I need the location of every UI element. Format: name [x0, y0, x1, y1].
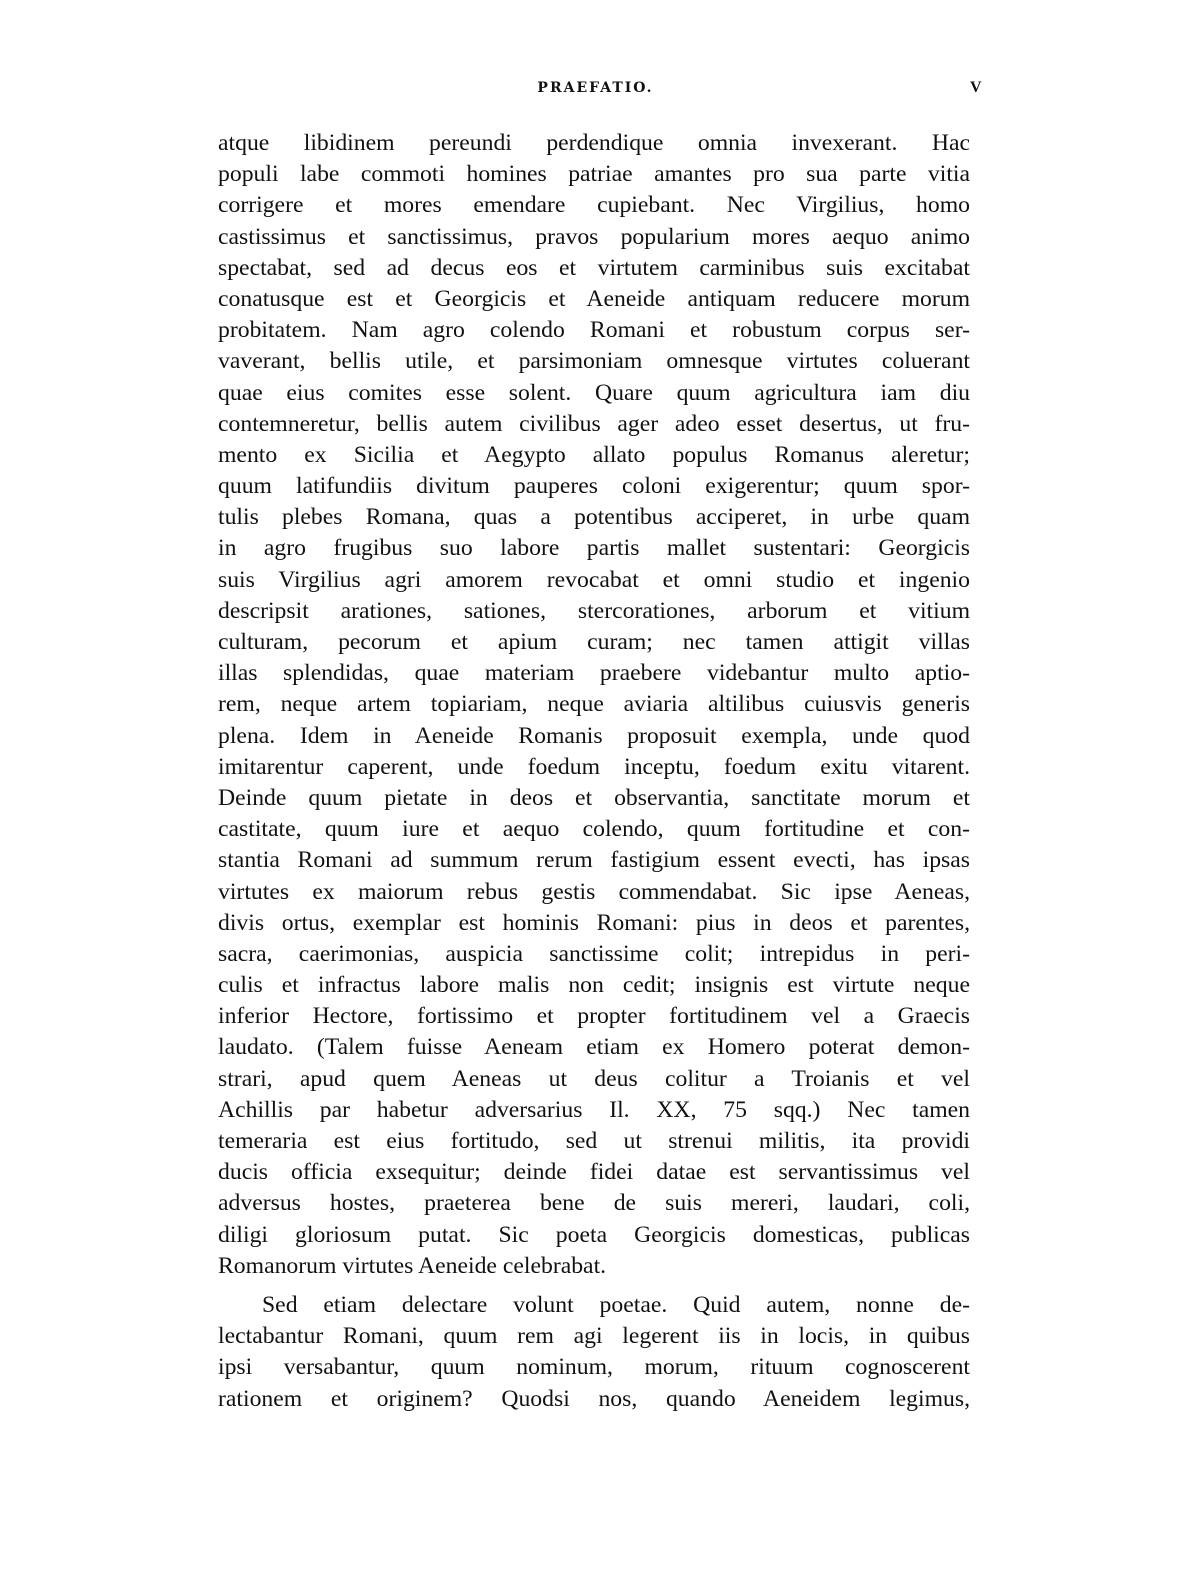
- text-line: virtutes ex maiorum rebus gestis commendabat. Sic ipse Aeneas,: [218, 878, 970, 905]
- body-text: [218, 128, 970, 1415]
- text-line: illas splendidas, quae materiam praebere videbantur multo aptio-: [218, 660, 970, 687]
- text-line: rem, neque artem topiariam, neque aviaria altilibus cuiusvis generis: [218, 691, 970, 718]
- text-line: conatusque est et Georgicis et Aeneide antiquam reducere morum: [218, 285, 970, 312]
- running-header: [0, 76, 1191, 100]
- paragraph-gap: [218, 1282, 970, 1290]
- text-line: descripsit arationes, sationes, stercorationes, arborum et vitium: [218, 597, 970, 624]
- text-line: atque libidinem pereundi perdendique omnia invexerant. Hac: [218, 130, 970, 156]
- text-line: Sed etiam delectare volunt poetae. Quid autem, nonne de-: [262, 1291, 970, 1318]
- text-line: culturam, pecorum et apium curam; nec tamen attigit villas: [218, 629, 970, 655]
- text-line: suis Virgilius agri amorem revocabat et omni studio et ingenio: [218, 566, 970, 593]
- text-line: culis et infractus labore malis non cedit; insignis est virtute neque: [218, 972, 970, 999]
- text-line: tulis plebes Romana, quas a potentibus acciperet, in urbe quam: [218, 504, 970, 531]
- text-line: in agro frugibus suo labore partis mallet sustentari: Georgicis: [218, 535, 970, 562]
- running-title: PRAEFATIO.: [537, 80, 654, 96]
- paragraph-1: [218, 128, 970, 1282]
- paragraph-2: [218, 1290, 970, 1415]
- text-line: imitarentur caperent, unde foedum inceptu, foedum exitu vitarent.: [218, 753, 970, 780]
- text-line: inferior Hectore, fortissimo et propter fortitudinem vel a Graecis: [218, 1003, 970, 1030]
- text-line: diligi gloriosum putat. Sic poeta Georgicis domesticas, publicas: [218, 1221, 970, 1248]
- text-line: mento ex Sicilia et Aegypto allato populus Romanus aleretur;: [218, 441, 970, 468]
- text-line: Romanorum virtutes Aeneide celebrabat.: [218, 1252, 607, 1279]
- text-line: castissimus et sanctissimus, pravos popularium mores aequo animo: [218, 223, 970, 250]
- text-line: plena. Idem in Aeneide Romanis proposuit exempla, unde quod: [218, 722, 970, 749]
- text-line: castitate, quum iure et aequo colendo, quum fortitudine et con-: [218, 816, 970, 843]
- text-line: adversus hostes, praeterea bene de suis mereri, laudari, coli,: [218, 1190, 970, 1217]
- text-line: lectabantur Romani, quum rem agi legerent iis in locis, in quibus: [218, 1323, 970, 1350]
- text-line: probitatem. Nam agro colendo Romani et robustum corpus ser-: [218, 317, 970, 344]
- text-line: ducis officia exsequitur; deinde fidei datae est servantissimus vel: [218, 1159, 970, 1186]
- text-line: temeraria est eius fortitudo, sed ut strenui militis, ita providi: [218, 1128, 970, 1154]
- text-line: contemneretur, bellis autem civilibus ager adeo esset desertus, ut fru-: [218, 410, 970, 437]
- text-line: divis ortus, exemplar est hominis Romani: pius in deos et parentes,: [218, 909, 970, 936]
- text-line: rationem et originem? Quodsi nos, quando Aeneidem legimus,: [218, 1385, 970, 1412]
- text-line: stantia Romani ad summum rerum fastigium essent evecti, has ipsas: [218, 847, 970, 874]
- text-line: Achillis par habetur adversarius Il. XX, 75 sqq.) Nec tamen: [218, 1096, 970, 1123]
- text-line: laudato. (Talem fuisse Aeneam etiam ex Homero poterat demon-: [218, 1034, 970, 1061]
- text-line: quae eius comites esse solent. Quare quum agricultura iam diu: [218, 379, 970, 406]
- text-line: Deinde quum pietate in deos et observantia, sanctitate morum et: [218, 784, 970, 811]
- text-line: sacra, caerimonias, auspicia sanctissime colit; intrepidus in peri-: [218, 940, 970, 967]
- text-line: spectabat, sed ad decus eos et virtutem carminibus suis excitabat: [218, 254, 970, 281]
- text-line: ipsi versabantur, quum nominum, morum, rituum cognoscerent: [218, 1354, 970, 1381]
- text-line: vaverant, bellis utile, et parsimoniam omnesque virtutes coluerant: [218, 348, 970, 375]
- text-line: corrigere et mores emendare cupiebant. Nec Virgilius, homo: [218, 192, 970, 219]
- page-number: V: [970, 79, 982, 96]
- text-line: populi labe commoti homines patriae amantes pro sua parte vitia: [218, 161, 970, 188]
- text-line: quum latifundiis divitum pauperes coloni exigerentur; quum spor-: [218, 473, 970, 500]
- text-line: strari, apud quem Aeneas ut deus colitur a Troianis et vel: [218, 1065, 970, 1092]
